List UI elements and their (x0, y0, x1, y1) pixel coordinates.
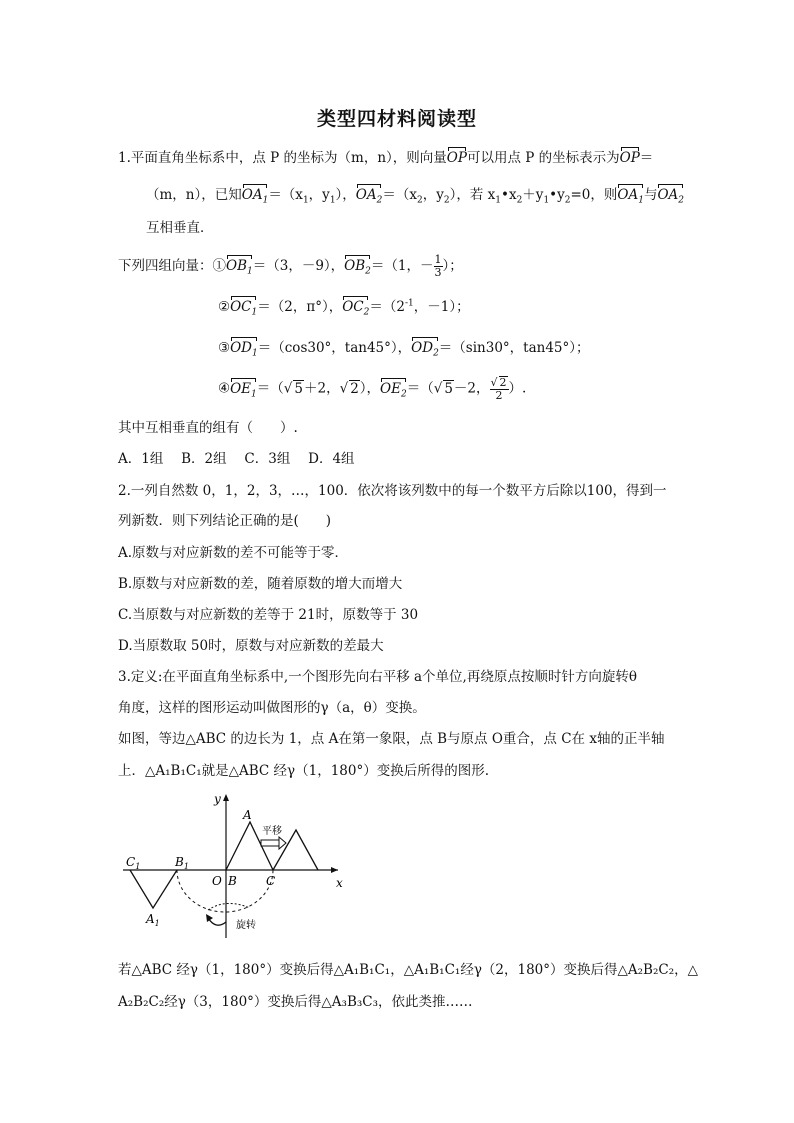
sqrt-2: 2 (350, 380, 359, 397)
vector-oa2-b: $OA_2$ (657, 187, 685, 206)
vector-oc1: $OC_1$ (230, 299, 258, 318)
q1-l2-e: ＝（x (382, 187, 417, 203)
q2-line2: 列新数．则下列结论正确的是( ) (118, 513, 332, 529)
triangle-a1b1c1 (130, 870, 177, 908)
q3-line4: 上．△A₁B₁C₁就是△ABC 经γ（1，180°）变换后所得的图形. (118, 763, 490, 779)
q3-line1: 3.定义:在平面直角坐标系中,一个图形先向右平移 a个单位,再绕原点按顺时针方向旋转θ (118, 669, 637, 685)
vector-ob1: $OB_1$ (226, 258, 253, 277)
g1-c: ）； (442, 258, 463, 274)
fraction-one-third: $\frac{1}{3}$ (434, 253, 442, 279)
vector-od2: $OD_2$ (411, 340, 439, 359)
sqrt-5: 5 (294, 380, 303, 397)
q1-l2-h: •x (500, 187, 517, 203)
q1-question: 其中互相垂直的组有（ ）. (118, 420, 298, 436)
q1-group4: $④OE_1=(√$ 5＋2，√ 2），$OE_2=(√$ 5－2， $\frac{√ 2}{2}$ ）. (218, 376, 527, 402)
label-b: B (228, 874, 237, 888)
label-y: y (214, 792, 221, 806)
q3-line3: 如图，等边△ABC 的边长为 1，点 A在第一象限，点 B与原点 O重合，点 C在 x轴的正半轴 (118, 731, 665, 747)
q1-options: A．1组 B．2组 C．3组 D．4组 (118, 451, 355, 467)
q1-intro: 下列四组向量：① (118, 258, 226, 274)
q1-l2-c: ，y (308, 187, 330, 203)
translate-arrow-head (279, 837, 286, 849)
q1-text-b: 可以用点 P 的坐标表示为 (466, 150, 620, 166)
q3-line5: 若△ABC 经γ（1，180°）变换后得△A₁B₁C₁，△A₁B₁C₁经γ（2，180°）变换后得△A₂B₂C₂，△ (118, 962, 699, 978)
q1-l2-l: 与 (643, 187, 658, 203)
label-b1: $B_1$ (175, 855, 189, 871)
x-axis-arrow (331, 867, 338, 873)
fraction-root2-over-2: $\frac{√ 2}{2}$ (490, 376, 507, 402)
q3-line6: A₂B₂C₂经γ（3，180°）变换后得△A₃B₃C₃，依此类推…… (118, 994, 473, 1010)
vector-oa2: $OA_2$ (355, 187, 383, 206)
vector-oc2: $OC_2$ (342, 299, 370, 318)
rotation-arc (177, 870, 276, 912)
g4-d: ＝（ (406, 380, 434, 397)
label-translate: 平移 (262, 826, 282, 837)
label-o: O (212, 874, 222, 888)
page-title: 类型四材料阅读型 (316, 108, 477, 130)
vector-oa1: $OA_1$ (241, 187, 269, 206)
sqrt-5-b: 5 (444, 380, 453, 397)
g2-a: ＝（2，π°）， (257, 299, 343, 315)
q1-l2-f: ，y (422, 187, 444, 203)
g4-e: －2， (453, 380, 490, 397)
q1-text-a: 1.平面直角坐标系中，点 P 的坐标为（m，n），则向量 (118, 150, 447, 166)
transform-diagram (118, 790, 368, 940)
q2-option-d: D.当原数取 50时，原数与对应新数的差最大 (118, 638, 384, 654)
q1-text-c: ＝ (639, 150, 654, 166)
q1-l2-d: ）， (335, 187, 356, 203)
g1-b: ＝（1，－ (370, 258, 434, 274)
rotation-arc-inner (208, 903, 250, 910)
q1-group2: $②OC_1=(2$，π°），$OC_2=(2^{-1}$，－1）； (218, 298, 470, 318)
q1-l2-i: ＋y (522, 187, 544, 203)
q1-group1 (118, 254, 463, 279)
label-c: C (266, 874, 276, 888)
g2-b: ＝（2 (369, 299, 405, 315)
vector-op: OP (446, 150, 467, 166)
g3-b: ＝（sin30°，tan45°）； (438, 340, 590, 356)
q1-line1 (118, 146, 653, 166)
vector-od1: $OD_1$ (230, 340, 258, 359)
g2-c: ，－1）； (413, 299, 470, 315)
g4-a: ＝（ (256, 380, 284, 397)
g1-a: ＝（3，－9）， (252, 258, 345, 274)
q1-group3: $③OD_1=(\cos 30^\circ$，tan45°），$OD_2=(\sin 30^\circ$，tan45°）； (218, 340, 590, 359)
vector-oe1: $OE_1$ (230, 380, 257, 400)
vector-ob2: $OB_2$ (344, 258, 371, 277)
q1-l2-a: （m，n），已知 (146, 187, 242, 203)
vector-oe2: $OE_2$ (380, 380, 407, 400)
q1-l2-j: •y (549, 187, 565, 203)
q1-l2-g: ），若 x (449, 187, 496, 203)
q1-l2-k: =0，则 (570, 187, 618, 203)
q1-line3: 互相垂直． (146, 220, 214, 236)
label-a: A (243, 808, 252, 822)
g3-a: ＝（cos30°，tan45°）， (257, 340, 412, 356)
g4-c: ）， (359, 380, 381, 397)
q2-option-c: C.当原数与对应新数的差等于 21时，原数等于 30 (118, 607, 419, 623)
q1-l2-b: ＝（x (268, 187, 303, 203)
translate-arrow-icon (261, 840, 279, 846)
g4-b: ＋2， (303, 380, 340, 397)
q3-line2: 角度，这样的图形运动叫做图形的γ（a，θ）变换。 (118, 700, 426, 716)
q2-option-b: B.原数与对应新数的差，随着原数的增大而增大 (118, 576, 403, 592)
vector-op-2: OP (619, 150, 640, 166)
q2-option-a: A.原数与对应新数的差不可能等于零． (118, 545, 349, 561)
y-axis-arrow (223, 794, 229, 801)
q2-line1: 2.一列自然数 0，1，2，3，…，100．依次将该列数中的每一个数平方后除以100，得到一 (118, 483, 667, 499)
label-a1: $A_1$ (146, 912, 160, 928)
label-rotate: 旋转 (236, 920, 256, 931)
label-c1: $C_1$ (126, 855, 141, 871)
label-x: x (336, 876, 343, 890)
g4-f: ）. (508, 380, 527, 397)
vector-oa1-b: $OA_1$ (617, 187, 644, 206)
q1-line2: （m，n），已知$OA_1=(x_1$，$y_1$），$OA_2=(x_2$，$y_2$），若 $x_1•x_2+y_1•y_2=0$，则$OA_1$与$OA_2$ (146, 187, 685, 206)
